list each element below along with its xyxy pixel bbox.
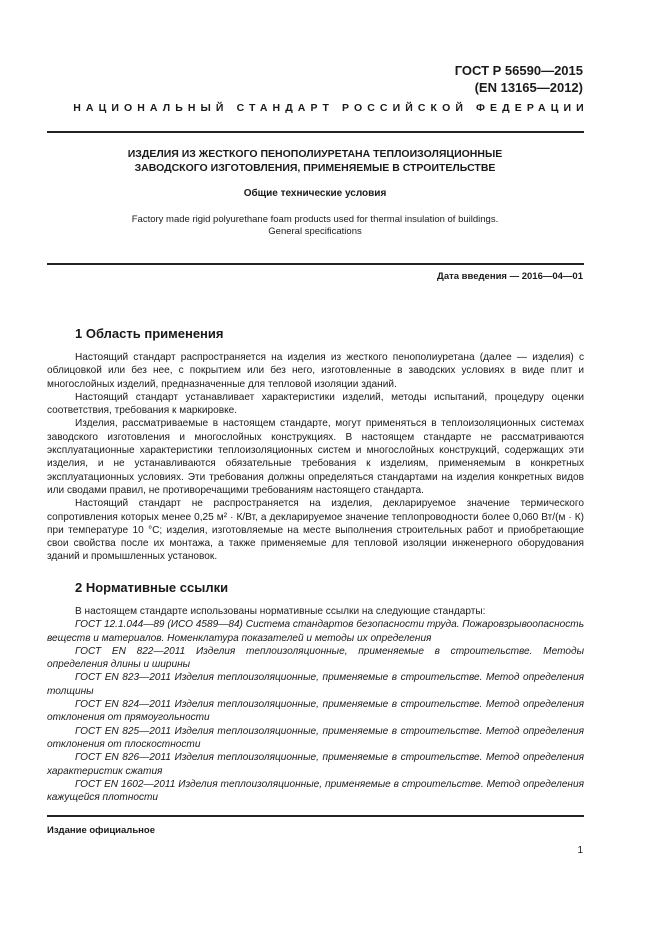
title-line-2: ЗАВОДСКОГО ИЗГОТОВЛЕНИЯ, ПРИМЕНЯЕМЫЕ В СТРОИТЕЛЬСТВЕ bbox=[134, 162, 496, 174]
section-heading: 1 Область применения bbox=[75, 326, 224, 341]
title-line-1: ИЗДЕЛИЯ ИЗ ЖЕСТКОГО ПЕНОПОЛИУРЕТАНА ТЕПЛОИЗОЛЯЦИОННЫЕ bbox=[127, 148, 503, 160]
reference-item: ГОСТ EN 825—2011 Изделия теплоизоляционные, применяемые в строительстве. Метод определения отклонения от плоскостности bbox=[47, 725, 584, 750]
reference-item: ГОСТ EN 823—2011 Изделия теплоизоляционные, применяемые в строительстве. Метод определения толщины bbox=[47, 672, 584, 697]
english-title-line-2: General specifications bbox=[268, 226, 362, 237]
footer-divider bbox=[47, 815, 584, 817]
paragraph: Изделия, рассматриваемые в настоящем стандарте, могут применяться в теплоизоляционных системах заводского изготовления и многослойных конструкциях. В настоящем стандарте не рассматриваются эксплуатационные характеристики теплоизоляционных систем и многослойных конструкций, содержащих эти изделия, и не устанавливаются обязательные требования к изделиям, применяемым в конкретных эксплуатационных условиях. Эти требования должны определяться стандартами на изделия конкретных видов или сводами правил, не противоречащими требованиям настоящего стандарта. bbox=[47, 418, 584, 496]
national-standard-banner: НАЦИОНАЛЬНЫЙ СТАНДАРТ РОССИЙСКОЙ ФЕДЕРАЦИИ bbox=[73, 102, 589, 114]
section-heading: 2 Нормативные ссылки bbox=[75, 580, 229, 595]
document-subtitle: Общие технические условия bbox=[243, 188, 387, 199]
standard-number bbox=[455, 62, 583, 96]
page-number: 1 bbox=[577, 845, 583, 856]
paragraph: Настоящий стандарт не распространяется на изделия, декларируемое значение термического сопротивления которых менее 0,25 м² · К/Вт, а декларируемое значение теплопроводности более 0,060 Вт/(м · К) при температуре 10 °С; изделия, изготовляемые на месте выполнения строительных работ и приобретающие свои свойства после их монтажа, а также применяемые для тепловой изоляции инженерного оборудования зданий и промышленных установок. bbox=[47, 498, 584, 563]
reference-item: ГОСТ EN 824—2011 Изделия теплоизоляционные, применяемые в строительстве. Метод определения отклонения от прямоугольности bbox=[47, 699, 584, 724]
header-divider bbox=[47, 131, 584, 133]
reference-item: ГОСТ 12.1.044—89 (ИСО 4589—84) Система стандартов безопасности труда. Пожаровзрывоопасность веществ и материалов. Номенклатура показателей и методы их определения bbox=[47, 619, 584, 644]
standard-number-en: (EN 13165—2012) bbox=[474, 80, 583, 95]
introduction-date: Дата введения — 2016—04—01 bbox=[437, 271, 583, 282]
reference-item: ГОСТ EN 822—2011 Изделия теплоизоляционные, применяемые в строительстве. Методы определения длины и ширины bbox=[47, 645, 584, 671]
standard-number-ru: ГОСТ Р 56590—2015 bbox=[454, 63, 583, 78]
reference-item: ГОСТ EN 1602—2011 Изделия теплоизоляционные, применяемые в строительстве. Метод определения кажущейся плотности bbox=[47, 778, 584, 804]
paragraph: Настоящий стандарт распространяется на изделия из жесткого пенополиуретана (далее — изделия) с облицовкой или без нее, с покрытием или без него, изготовленные в заводских условиях в виде плит и многослойных изделий, предназначенные для тепловой изоляции зданий. bbox=[47, 352, 584, 390]
official-edition-label: Издание официальное bbox=[47, 825, 155, 836]
english-title bbox=[60, 214, 570, 238]
title-divider bbox=[47, 263, 584, 265]
section-normative-references bbox=[47, 580, 584, 804]
reference-item: ГОСТ EN 826—2011 Изделия теплоизоляционные, применяемые в строительстве. Метод определения характеристик сжатия bbox=[47, 752, 584, 777]
paragraph: Настоящий стандарт устанавливает характеристики изделий, методы испытаний, процедуру оценки соответствия, требования к маркировке. bbox=[47, 391, 584, 417]
english-title-line-1: Factory made rigid polyurethane foam products used for thermal insulation of buildings. bbox=[131, 214, 499, 225]
section-scope bbox=[47, 326, 584, 564]
document-title bbox=[60, 147, 570, 175]
paragraph: В настоящем стандарте использованы нормативные ссылки на следующие стандарты: bbox=[75, 606, 486, 617]
